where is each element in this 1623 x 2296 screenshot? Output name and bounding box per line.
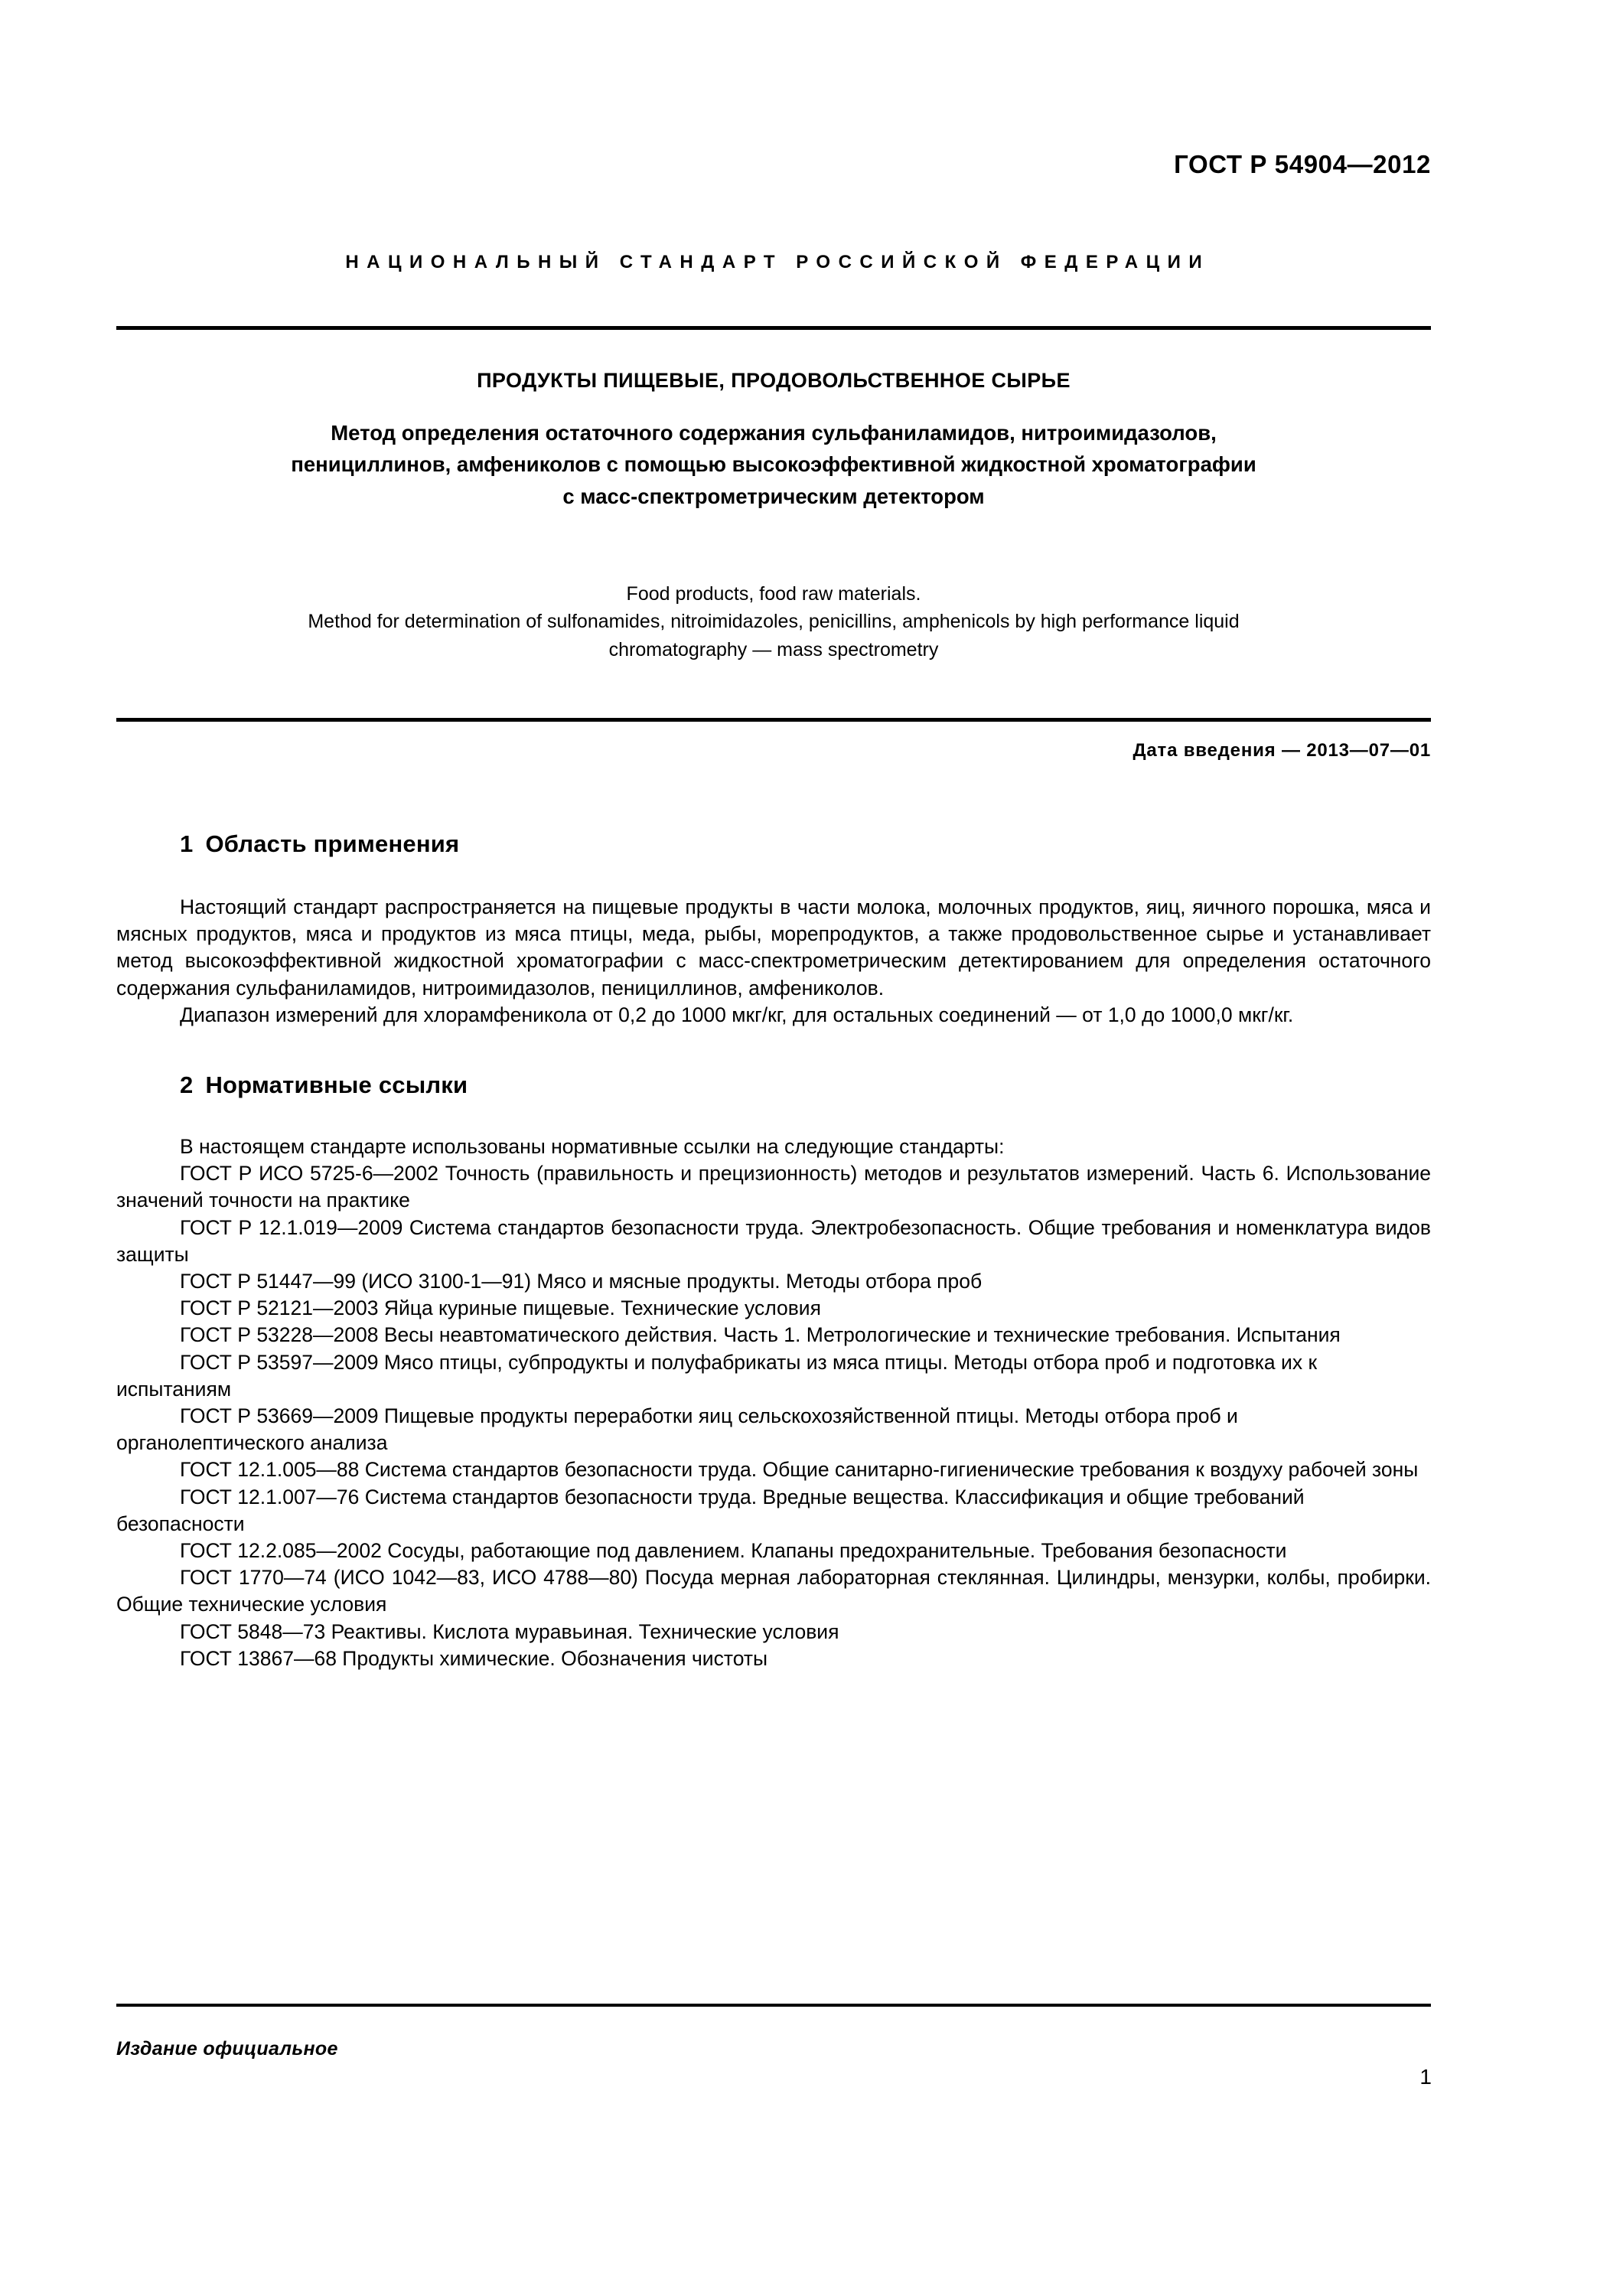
title-english-line: Method for determination of sulfonamides, nitroimidazoles, penicillins, amphenicols by high performance liquid — [308, 611, 1240, 633]
reference-item: ГОСТ 12.1.005—88 Система стандартов безопасности труда. Общие санитарно-гигиенические требования к воздуху рабочей зоны — [180, 1458, 1419, 1482]
page-title: ПРОДУКТЫ ПИЩЕВЫЕ, ПРОДОВОЛЬСТВЕННОЕ СЫРЬЕ — [477, 369, 1071, 392]
section-2-number: 2 — [180, 1071, 194, 1099]
reference-item: ГОСТ 12.2.085—2002 Сосуды, работающие под давлением. Клапаны предохранительные. Требования безопасности — [180, 1539, 1287, 1563]
section-1-number: 1 — [180, 830, 194, 857]
page-number: 1 — [1419, 2065, 1432, 2089]
reference-item: ГОСТ 5848—73 Реактивы. Кислота муравьиная. Технические условия — [180, 1619, 839, 1643]
reference-item: ГОСТ Р 12.1.019—2009 Система стандартов безопасности труда. Электробезопасность. Общие требования и номенклатура видов защиты — [116, 1215, 1431, 1266]
reference-item: ГОСТ 12.1.007—76 Система стандартов безопасности труда. Вредные вещества. Классификация и общие требований безопасности — [116, 1485, 1305, 1535]
reference-item: ГОСТ Р 53228—2008 Весы неавтоматического действия. Часть 1. Метрологические и технические требования. Испытания — [180, 1323, 1341, 1347]
title-subtitle-line: пенициллинов, амфениколов с помощью высокоэффективной жидкостной хроматографии — [291, 452, 1256, 477]
section-2-intro: В настоящем стандарте использованы нормативные ссылки на следующие стандарты: — [180, 1135, 1005, 1159]
national-standard-banner: НАЦИОНАЛЬНЫЙ СТАНДАРТ РОССИЙСКОЙ ФЕДЕРАЦИИ — [345, 252, 1211, 272]
divider-top — [116, 326, 1431, 330]
reference-item: ГОСТ Р 51447—99 (ИСО 3100-1—91) Мясо и мясные продукты. Методы отбора проб — [180, 1270, 983, 1293]
divider-middle — [116, 718, 1431, 722]
reference-item: ГОСТ Р ИСО 5725-6—2002 Точность (правильность и прецизионность) методов и результатов измерений. Часть 6. Использование значений точности на практике — [116, 1162, 1431, 1212]
standard-number: ГОСТ Р 54904—2012 — [1174, 150, 1431, 178]
section-1-paragraph: Диапазон измерений для хлорамфеникола от 0,2 до 1000 мкг/кг, для остальных соединений — от 1,0 до 1000,0 мкг/кг. — [180, 1003, 1294, 1026]
document-body — [116, 830, 1431, 1672]
spacer — [116, 1029, 1431, 1071]
reference-item: ГОСТ 13867—68 Продукты химические. Обозначения чистоты — [180, 1646, 768, 1670]
title-subtitle-line: с масс-спектрометрическим детектором — [562, 484, 985, 508]
title-subtitle-line: Метод определения остаточного содержания сульфаниламидов, нитроимидазолов, — [331, 421, 1217, 445]
section-1-paragraph: Настоящий стандарт распространяется на пищевые продукты в части молока, молочных продуктов, яиц, яичного порошка, мяса и мясных продуктов, мяса и продуктов из мяса птицы, меда, рыбы, морепродуктов, а также продовольственное сырье и устанавливает метод высокоэффективной жидкостной хроматографии с масс-спектрометрическим детектированием для определения остаточного содержания сульфаниламидов, нитроимидазолов, пенициллинов, амфениколов. — [116, 895, 1431, 1000]
title-english-line: chromatography — mass spectrometry — [608, 638, 939, 660]
title-subtitle — [116, 417, 1431, 512]
section-2-heading — [180, 1071, 1431, 1099]
divider-bottom — [116, 2004, 1431, 2007]
reference-item: ГОСТ Р 53669—2009 Пищевые продукты переработки яиц сельскохозяйственной птицы. Методы отбора проб и органолептического анализа — [116, 1404, 1238, 1455]
spacer — [116, 858, 1431, 894]
title-english-line: Food products, food raw materials. — [626, 583, 921, 605]
title-english — [116, 580, 1431, 664]
reference-item: ГОСТ Р 53597—2009 Мясо птицы, субпродукты и полуфабрикаты из мяса птицы. Методы отбора проб и подготовка их к испытаниям — [116, 1350, 1318, 1401]
introduction-date: Дата введения — 2013—07—01 — [1133, 740, 1431, 761]
section-1-heading — [180, 830, 1431, 858]
section-2-title: Нормативные ссылки — [205, 1071, 468, 1099]
reference-item: ГОСТ 1770—74 (ИСО 1042—83, ИСО 4788—80) Посуда мерная лабораторная стеклянная. Цилиндры, мензурки, колбы, пробирки. Общие технические условия — [116, 1566, 1431, 1616]
spacer — [116, 1099, 1431, 1133]
section-1-title: Область применения — [205, 830, 460, 857]
official-edition-note: Издание официальное — [116, 2038, 338, 2060]
reference-item: ГОСТ Р 52121—2003 Яйца куриные пищевые. Технические условия — [180, 1296, 821, 1320]
title-block — [116, 367, 1431, 512]
